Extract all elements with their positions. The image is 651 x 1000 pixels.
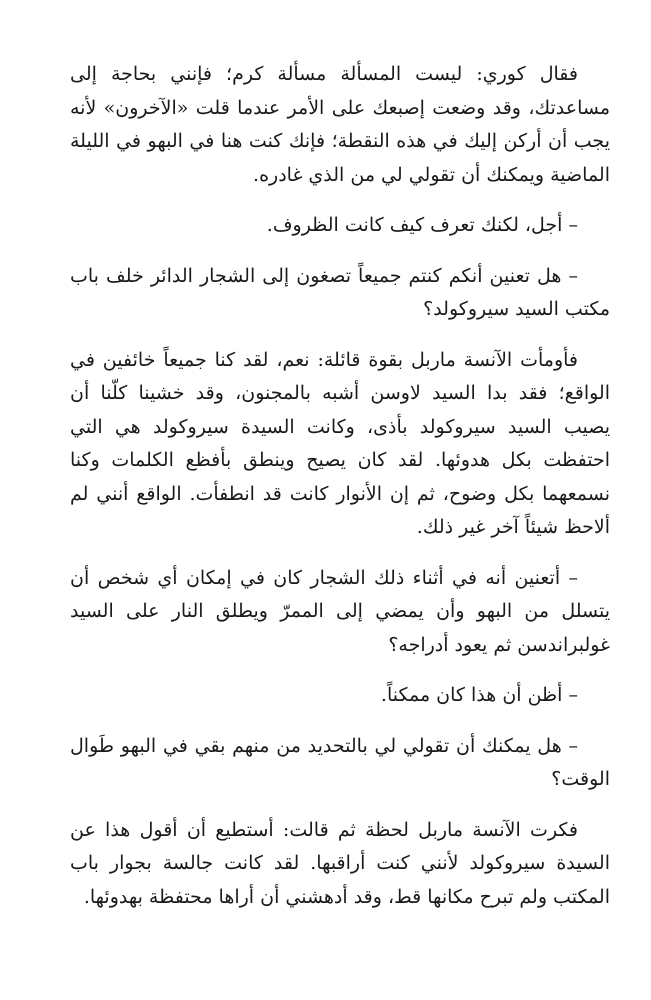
narrative-paragraph: فأومأت الآنسة ماربل بقوة قائلة: نعم، لقد كنا جميعاً خائفين في الواقع؛ فقد بدا السيد لاوسن أشبه بالمجنون، وقد خشينا كلّنا أن يصيب السيد سيروكولد بأذى، وكانت السيدة سيروكولد هي التي احتفظت بكل هدوئها. لقد كان يصيح وينطق بأفظع الكلمات وكنا نسمعهما بكل وضوح، ثم إن الأنوار كانت قد انطفأت. الواقع أنني لم ألاحظ شيئاً آخر غير ذلك. [70,348,611,538]
narrative-paragraph: فقال كوري: ليست المسألة مسألة كرم؛ فإنني بحاجة إلى مساعدتك، وقد وضعت إصبعك على الأمر عندما قلت «الآخرون» لأنه يجب أن أركن إليك في هذه النقطة؛ فإنك كنت هنا في البهو في الليلة الماضية ويمكنك أن تقولي لي من الذي غادره. [70,63,610,186]
narrative-paragraph: فكرت الآنسة ماربل لحظة ثم قالت: أستطيع أن أقول هذا عن السيدة سيروكولد لأنني كنت أراقبها. لقد كانت جالسة بجوار باب المكتب ولم تبرح مكانها قط، وقد أدهشني أن أراها محتفظة بهدوئها. [70,818,610,908]
book-page [70,58,610,931]
dialogue-paragraph: – هل يمكنك أن تقولي لي بالتحديد من منهم بقي في البهو طَوال الوقت؟ [70,734,610,790]
dialogue-paragraph: – هل تعنين أنكم كنتم جميعاً تصغون إلى الشجار الدائر خلف باب مكتب السيد سيروكولد؟ [70,264,610,320]
dialogue-paragraph: – أتعنين أنه في أثناء ذلك الشجار كان في إمكان أي شخص أن يتسلل من البهو وأن يمضي إلى الممرّ ويطلق النار على السيد غولبراندسن ثم يعود أدراجه؟ [70,566,610,656]
dialogue-paragraph: – أجل، لكنك تعرف كيف كانت الظروف. [266,214,578,236]
dialogue-paragraph: – أظن أن هذا كان ممكناً. [380,684,578,706]
